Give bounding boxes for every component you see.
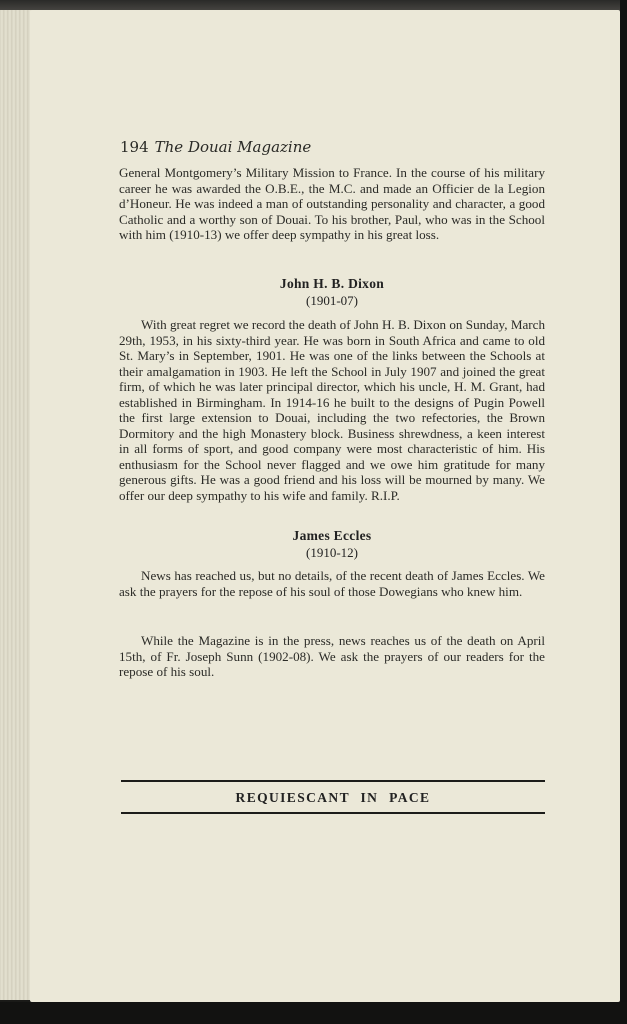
banner-bottom-rule <box>121 812 545 814</box>
obituary-years: (1901-07) <box>306 293 358 308</box>
requiescant-banner: REQUIESCANT IN PACE <box>235 790 431 805</box>
book-page <box>30 10 620 1002</box>
obituary-paragraph-sunn: While the Magazine is in the press, news reaches us of the death on April 15th, of Fr. Joseph Sunn (1902-08). We ask the prayers of our readers for the repose of his soul. <box>119 633 545 679</box>
scan-bottom-edge <box>0 1002 627 1024</box>
obituary-name: John H. B. Dixon <box>279 276 385 291</box>
scan-right-edge <box>620 0 627 1024</box>
obituary-paragraph-eccles: News has reached us, but no details, of the recent death of James Eccles. We ask the prayers for the repose of his soul of those Dowegians who knew him. <box>119 568 545 599</box>
running-header <box>120 138 311 156</box>
obituary-heading-eccles <box>119 528 545 561</box>
obituary-paragraph-montgomery-mission: General Montgomery’s Military Mission to France. In the course of his military career he was awarded the O.B.E., the M.C. and made an Officier de la Legion d’Honeur. He was indeed a man of outstanding personality and character, a good Catholic and a worthy son of Douai. To his brother, Paul, who was in the School with him (1910-13) we offer deep sympathy in his great loss. <box>119 165 545 242</box>
obituary-heading-dixon <box>119 276 545 309</box>
obituary-paragraph-dixon: With great regret we record the death of John H. B. Dixon on Sunday, March 29th, 1953, in his sixty-third year. He was born in South Africa and came to old St. Mary’s in September, 1901. He was one of the links between the Schools at their amalgamation in 1903. He left the School in July 1907 and joined the great firm, of which he was later principal director, which his uncle, H. M. Grant, had established in Birmingham. In 1914-16 he built to the designs of Pugin Powell the first large extension to Douai, including the two refectories, the Brown Dormitory and the high Monastery block. Business shrewdness, a keen interest in all forms of sport, and good company were most characteristic of him. His enthusiasm for the School never flagged and we owe him gratitude for many generous gifts. He was a good friend and his loss will be mourned by many. We offer our deep sympathy to his wife and family. R.I.P. <box>119 317 545 503</box>
page-number: 194 <box>120 138 149 156</box>
obituary-name: James Eccles <box>292 528 372 543</box>
magazine-title: The Douai Magazine <box>154 138 312 156</box>
obituary-years: (1910-12) <box>306 545 358 560</box>
banner-top-rule <box>121 780 545 782</box>
